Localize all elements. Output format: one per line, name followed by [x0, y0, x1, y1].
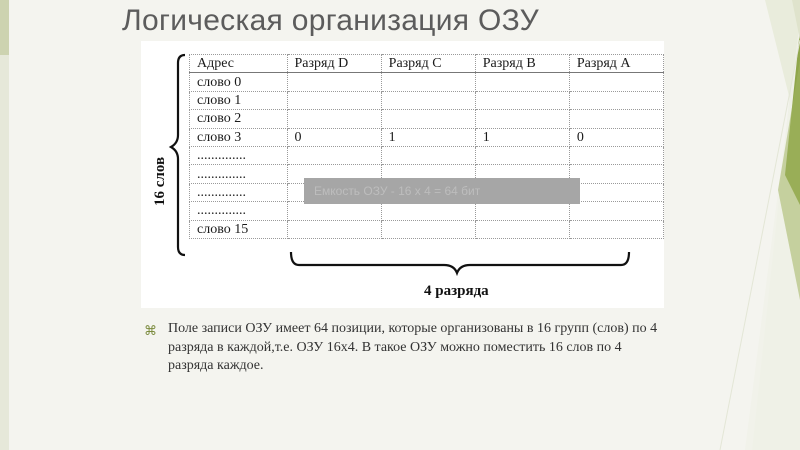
bit-cell [569, 165, 663, 183]
bit-cell [569, 110, 663, 128]
bit-cell [569, 91, 663, 109]
bit-cell [381, 220, 475, 238]
bit-cell [381, 146, 475, 164]
left-brace [171, 55, 185, 255]
bit-cell [475, 146, 569, 164]
table-row [190, 146, 664, 164]
bit-cell: 1 [381, 128, 475, 146]
bit-cell [475, 220, 569, 238]
header-bit-a: Разряд A [569, 55, 663, 73]
bit-cell [381, 202, 475, 220]
bottom-brace [291, 252, 629, 273]
left-decor-band [0, 0, 9, 450]
header-bit-d: Разряд D [287, 55, 381, 73]
bit-cell [569, 202, 663, 220]
slide-title: Логическая организация ОЗУ [122, 4, 540, 37]
arrow-bullet-icon: ⌘ [144, 323, 157, 338]
bit-cell [287, 73, 381, 91]
bit-cell [287, 110, 381, 128]
table-header-row [190, 55, 664, 73]
word-address: слово 0 [190, 73, 288, 91]
word-address: слово 3 [190, 128, 288, 146]
table-row [190, 220, 664, 238]
word-address: слово 1 [190, 91, 288, 109]
table-row [190, 73, 664, 91]
word-count-label: 16 слов [152, 156, 168, 206]
word-address: .............. [190, 165, 288, 183]
capacity-overlay: Емкость ОЗУ - 16 х 4 = 64 бит [304, 178, 580, 204]
bit-cell: 0 [569, 128, 663, 146]
bit-cell [381, 110, 475, 128]
table-row [190, 202, 664, 220]
table-row [190, 128, 664, 146]
ram-figure [141, 41, 664, 308]
table-row [190, 110, 664, 128]
right-decor-shapes [680, 0, 800, 450]
bit-cell [287, 202, 381, 220]
bit-cell: 1 [475, 128, 569, 146]
word-address: слово 15 [190, 220, 288, 238]
header-bit-b: Разряд B [475, 55, 569, 73]
header-address: Адрес [190, 55, 288, 73]
word-address: .............. [190, 183, 288, 201]
word-address: слово 2 [190, 110, 288, 128]
bit-cell [287, 220, 381, 238]
bit-cell [569, 220, 663, 238]
table-row [190, 91, 664, 109]
word-address: .............. [190, 202, 288, 220]
bullet-text: Поле записи ОЗУ имеет 64 позиции, которые организованы в 16 групп (слов) по 4 разряда в каждой,т.е. ОЗУ 16х4. В такое ОЗУ можно поместить 16 слов по 4 разряда каждое. [168, 321, 658, 373]
bit-cell [475, 202, 569, 220]
header-bit-c: Разряд C [381, 55, 475, 73]
left-decor-accent [0, 0, 9, 55]
bit-cell [569, 183, 663, 201]
bit-cell [475, 91, 569, 109]
bit-cell [287, 146, 381, 164]
bit-cell [381, 91, 475, 109]
word-address: .............. [190, 146, 288, 164]
bit-cell [569, 73, 663, 91]
bit-cell [287, 91, 381, 109]
memory-table [189, 54, 664, 239]
bit-count-label: 4 разряда [424, 283, 489, 299]
bit-cell [569, 146, 663, 164]
bit-cell [475, 110, 569, 128]
bit-cell: 0 [287, 128, 381, 146]
bit-cell [475, 73, 569, 91]
bit-cell [381, 73, 475, 91]
